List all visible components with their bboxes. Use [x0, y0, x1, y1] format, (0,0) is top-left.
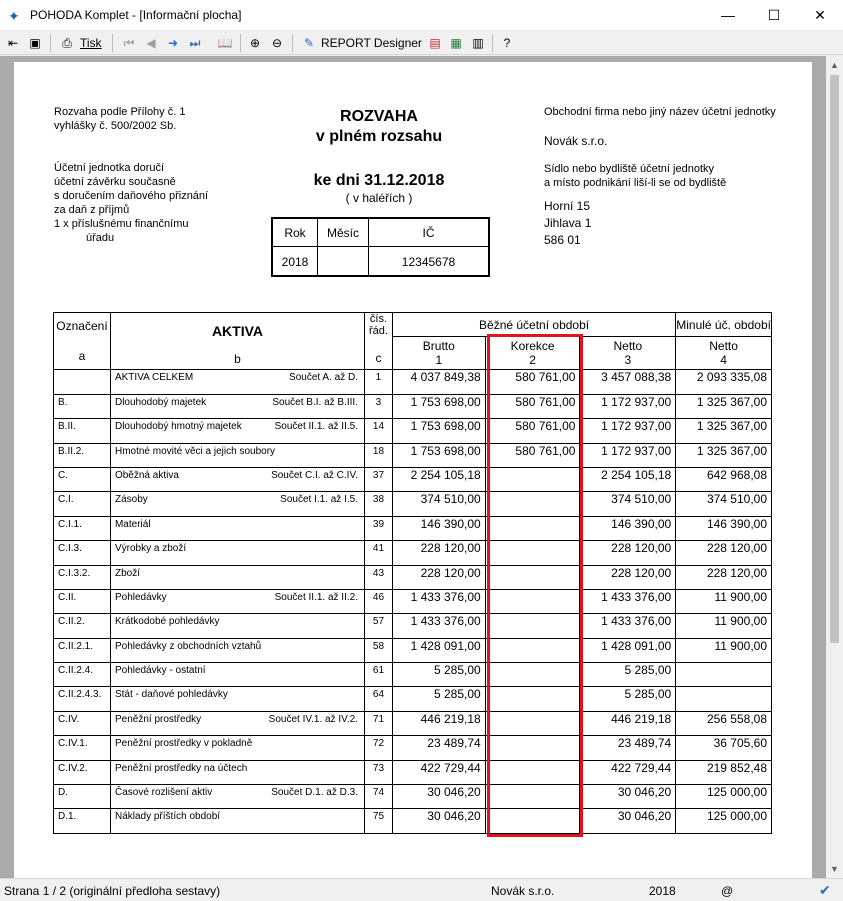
status-bar [0, 878, 843, 901]
row-name [110, 541, 364, 565]
row-minule: 256 558,08 [676, 711, 772, 735]
row-netto: 1 433 376,00 [580, 589, 676, 613]
row-oznaceni: C.I.3. [54, 541, 111, 565]
exit-icon[interactable]: ⇤ [7, 36, 19, 50]
row-netto: 1 172 937,00 [580, 394, 676, 418]
row-cis: 64 [364, 687, 392, 711]
row-minule: 125 000,00 [676, 809, 772, 833]
row-name-text: Časové rozlišení aktiv [114, 787, 213, 799]
toolbar [0, 31, 843, 55]
row-netto: 30 046,20 [580, 809, 676, 833]
row-brutto: 422 729,44 [392, 760, 485, 784]
row-oznaceni: C.II.2. [54, 614, 111, 638]
row-korekce: 580 761,00 [485, 419, 580, 443]
document-icon[interactable]: ▣ [29, 36, 41, 50]
row-name-text: Materiál [114, 518, 151, 530]
row-name [110, 785, 364, 809]
row-minule: 1 325 367,00 [676, 443, 772, 467]
row-name-text: Výrobky a zboží [114, 543, 187, 555]
table-row [54, 736, 772, 760]
row-oznaceni: C.II. [54, 589, 111, 613]
report-designer-icon[interactable]: ✎ [303, 36, 315, 50]
row-oznaceni: B.II.2. [54, 443, 111, 467]
row-brutto: 30 046,20 [392, 809, 485, 833]
row-oznaceni: C.IV.2. [54, 760, 111, 784]
zoom-out-icon[interactable]: ⊖ [271, 36, 283, 50]
row-oznaceni: C.II.2.4. [54, 663, 111, 687]
header-cell [110, 313, 364, 370]
row-name-text: Peněžní prostředky v pokladně [114, 738, 253, 750]
row-brutto: 1 428 091,00 [392, 638, 485, 662]
toolbar-separator [240, 34, 241, 52]
seat-label: a místo podnikání liší-li se od bydliště [544, 177, 727, 189]
last-page-icon[interactable]: ⏭ [189, 36, 201, 50]
row-cis: 58 [364, 638, 392, 662]
row-name [110, 467, 364, 491]
row-name-text: Dlouhodobý hmotný majetek [114, 421, 242, 433]
row-name-text: Stát - daňové pohledávky [114, 689, 228, 701]
row-cis: 18 [364, 443, 392, 467]
status-at: @ [721, 884, 734, 898]
table-row [54, 394, 772, 418]
table-row [54, 711, 772, 735]
row-name [110, 565, 364, 589]
ic-box [271, 217, 490, 277]
address-line: 586 01 [544, 233, 581, 247]
rok-value: 2018 [281, 255, 309, 269]
row-oznaceni: C.IV. [54, 711, 111, 735]
row-minule: 228 120,00 [676, 541, 772, 565]
row-sum-note: Součet B.I. až B.III. [272, 396, 358, 408]
row-brutto: 2 254 105,18 [392, 467, 485, 491]
row-minule: 374 510,00 [676, 492, 772, 516]
scroll-up-icon[interactable]: ▲ [830, 60, 839, 70]
previous-page-icon[interactable]: ◀ [146, 36, 156, 50]
row-brutto: 446 219,18 [392, 711, 485, 735]
row-cis: 46 [364, 589, 392, 613]
row-name-text: Pohledávky - ostatní [114, 665, 206, 677]
row-cis: 43 [364, 565, 392, 589]
row-netto: 5 285,00 [580, 663, 676, 687]
row-minule: 11 900,00 [676, 589, 772, 613]
row-cis: 38 [364, 492, 392, 516]
row-brutto: 30 046,20 [392, 785, 485, 809]
row-name-text: Zásoby [114, 494, 148, 506]
ic-value: 12345678 [401, 255, 456, 269]
row-cis: 3 [364, 394, 392, 418]
toolbar-separator [492, 34, 493, 52]
row-oznaceni: C. [54, 467, 111, 491]
report-title: ROZVAHA [340, 108, 418, 125]
row-netto: 228 120,00 [580, 541, 676, 565]
row-sum-note: Součet A. až D. [289, 372, 358, 384]
row-name [110, 614, 364, 638]
row-minule [676, 663, 772, 687]
report-page [14, 62, 812, 878]
row-minule: 2 093 335,08 [676, 370, 772, 394]
row-minule: 36 705,60 [676, 736, 772, 760]
table-row [54, 467, 772, 491]
title-bar [0, 0, 843, 31]
header-netto2: Netto [709, 339, 738, 354]
row-oznaceni: C.II.2.1. [54, 638, 111, 662]
header-3: 3 [624, 353, 632, 368]
row-minule: 11 900,00 [676, 614, 772, 638]
row-netto: 5 285,00 [580, 687, 676, 711]
table-row [54, 614, 772, 638]
row-netto: 228 120,00 [580, 565, 676, 589]
close-button[interactable]: ✕ [814, 7, 826, 23]
seat-label: Sídlo nebo bydliště účetní jednotky [544, 163, 715, 175]
table-row [54, 663, 772, 687]
row-oznaceni: C.I.1. [54, 516, 111, 540]
row-name [110, 492, 364, 516]
toolbar-separator [50, 34, 51, 52]
row-name [110, 443, 364, 467]
report-date: ke dni 31.12.2018 [313, 172, 445, 189]
row-brutto: 1 753 698,00 [392, 443, 485, 467]
status-page: Strana 1 / 2 (originální předloha sestavy) [4, 884, 221, 898]
header-cell [676, 337, 772, 370]
row-cis: 39 [364, 516, 392, 540]
row-cis: 41 [364, 541, 392, 565]
row-sum-note: Součet D.1. až D.3. [271, 787, 358, 799]
row-netto: 422 729,44 [580, 760, 676, 784]
report-subtitle: v plném rozsahu [315, 128, 443, 145]
row-brutto: 5 285,00 [392, 687, 485, 711]
row-name-text: Oběžná aktiva [114, 469, 179, 481]
header-left-line: úřadu [86, 232, 115, 244]
row-netto: 374 510,00 [580, 492, 676, 516]
row-name-text: Peněžní prostředky na účtech [114, 762, 248, 774]
row-netto: 1 428 091,00 [580, 638, 676, 662]
header-left-line: 1 x příslušnému finančnímu [54, 218, 189, 230]
row-name-text: Krátkodobé pohledávky [114, 616, 220, 628]
row-name [110, 638, 364, 662]
printer-icon[interactable]: ⎙ [62, 36, 72, 50]
row-oznaceni: D.1. [54, 809, 111, 833]
header-rad: řád. [368, 325, 388, 337]
table-row [54, 589, 772, 613]
row-korekce: 580 761,00 [485, 394, 580, 418]
header-b: b [234, 352, 241, 366]
row-sum-note: Součet II.1. až II.5. [274, 421, 358, 433]
row-sum-note: Součet C.I. až C.IV. [271, 469, 358, 481]
row-cis: 75 [364, 809, 392, 833]
first-page-icon[interactable]: ⏮ [123, 36, 135, 50]
row-minule: 1 325 367,00 [676, 394, 772, 418]
row-cis: 74 [364, 785, 392, 809]
row-oznaceni: B.II. [54, 419, 111, 443]
row-name-text: Hmotné movité věci a jejich soubory [114, 445, 276, 457]
row-netto: 23 489,74 [580, 736, 676, 760]
row-netto: 146 390,00 [580, 516, 676, 540]
row-brutto: 228 120,00 [392, 541, 485, 565]
row-name [110, 711, 364, 735]
balance-table [53, 312, 772, 834]
row-netto: 1 433 376,00 [580, 614, 676, 638]
row-minule: 219 852,48 [676, 760, 772, 784]
row-name [110, 419, 364, 443]
row-brutto: 1 433 376,00 [392, 614, 485, 638]
excel-icon[interactable]: ▦ [450, 36, 462, 50]
row-minule: 125 000,00 [676, 785, 772, 809]
table-row [54, 443, 772, 467]
header-bezne: Běžné účetní období [392, 313, 675, 337]
row-brutto: 4 037 849,38 [392, 370, 485, 394]
header-cell [54, 313, 111, 370]
status-year: 2018 [649, 884, 676, 898]
print-button[interactable]: Tisk [80, 36, 102, 50]
table-row [54, 687, 772, 711]
row-cis: 57 [364, 614, 392, 638]
row-cis: 72 [364, 736, 392, 760]
address-line: Jihlava 1 [544, 216, 592, 230]
row-name-text: Náklady příštích období [114, 811, 221, 823]
header-left-line: vyhlášky č. 500/2002 Sb. [54, 120, 177, 132]
rok-label: Rok [284, 226, 306, 240]
report-unit: ( v haléřích ) [345, 191, 413, 205]
row-name [110, 687, 364, 711]
header-cis: čís. [369, 313, 388, 325]
row-brutto: 374 510,00 [392, 492, 485, 516]
table-row [54, 541, 772, 565]
row-oznaceni: C.II.2.4.3. [54, 687, 111, 711]
table-row [54, 760, 772, 784]
header-left-line: za daň z příjmů [54, 204, 130, 216]
toolbar-separator [292, 34, 293, 52]
header-netto: Netto [613, 339, 643, 354]
row-cis: 61 [364, 663, 392, 687]
row-oznaceni: C.I. [54, 492, 111, 516]
row-oznaceni: D. [54, 785, 111, 809]
ic-label: IČ [422, 226, 435, 240]
table-row [54, 419, 772, 443]
row-netto: 2 254 105,18 [580, 467, 676, 491]
status-company: Novák s.r.o. [491, 884, 555, 898]
table-row [54, 809, 772, 833]
row-brutto: 23 489,74 [392, 736, 485, 760]
row-minule: 11 900,00 [676, 638, 772, 662]
row-minule: 146 390,00 [676, 516, 772, 540]
row-netto: 1 172 937,00 [580, 419, 676, 443]
row-korekce: 580 761,00 [485, 370, 580, 394]
row-name-text: AKTIVA CELKEM [114, 372, 194, 384]
row-name [110, 760, 364, 784]
address-line: Horní 15 [544, 199, 591, 213]
next-page-icon[interactable]: ➜ [167, 36, 179, 50]
row-cis: 1 [364, 370, 392, 394]
header-cell [392, 337, 485, 370]
row-sum-note: Součet IV.1. až IV.2. [268, 713, 358, 725]
row-name [110, 663, 364, 687]
row-netto: 3 457 088,38 [580, 370, 676, 394]
box-divider [273, 246, 488, 247]
row-name-text: Pohledávky z obchodních vztahů [114, 640, 262, 652]
app-icon: ✦ [8, 8, 20, 24]
header-aktiva: AKTIVA [211, 323, 264, 339]
row-name [110, 736, 364, 760]
row-name [110, 370, 364, 394]
header-4: 4 [720, 353, 727, 368]
pdf-icon[interactable]: ▤ [429, 36, 441, 50]
row-name-text: Dlouhodobý majetek [114, 396, 207, 408]
row-brutto: 1 433 376,00 [392, 589, 485, 613]
row-name-text: Peněžní prostředky [114, 713, 202, 725]
row-sum-note: Součet I.1. až I.5. [280, 494, 358, 506]
row-name [110, 589, 364, 613]
table-row [54, 492, 772, 516]
header-oznaceni: Označení [56, 319, 108, 333]
window-title: POHODA Komplet - [Informační plocha] [30, 8, 242, 22]
header-a: a [78, 349, 86, 363]
header-left-line: s doručením daňového přiznání [54, 190, 209, 202]
row-name [110, 394, 364, 418]
scrollbar-thumb[interactable] [830, 75, 839, 643]
row-brutto: 5 285,00 [392, 663, 485, 687]
company-label: Obchodní firma nebo jiný název účetní jednotky [544, 106, 776, 118]
row-netto: 446 219,18 [580, 711, 676, 735]
book-icon[interactable]: 📖 [217, 36, 233, 50]
row-brutto: 1 753 698,00 [392, 419, 485, 443]
header-minule: Minulé úč. období [676, 313, 772, 337]
row-minule [676, 687, 772, 711]
row-oznaceni: B. [54, 394, 111, 418]
header-left-line: Rozvaha podle Přílohy č. 1 [54, 106, 186, 118]
zoom-in-icon[interactable]: ⊕ [249, 36, 261, 50]
row-cis: 37 [364, 467, 392, 491]
table-row [54, 638, 772, 662]
table-row [54, 565, 772, 589]
table-row [54, 370, 772, 394]
header-left-line: Účetní jednotka doručí [54, 162, 165, 174]
row-name-text: Pohledávky [114, 591, 167, 603]
header-c: c [375, 351, 382, 365]
row-minule: 1 325 367,00 [676, 419, 772, 443]
row-korekce: 580 761,00 [485, 443, 580, 467]
header-cell [364, 313, 392, 370]
report-designer-button[interactable]: REPORT Designer [321, 36, 422, 50]
help-icon[interactable]: ? [503, 36, 511, 50]
table-row [54, 516, 772, 540]
highlight-frame [487, 334, 583, 837]
table-row [54, 785, 772, 809]
status-check-icon: ✔ [819, 882, 831, 898]
row-brutto: 1 753 698,00 [392, 394, 485, 418]
scroll-down-icon[interactable]: ▼ [830, 864, 839, 874]
row-oznaceni [54, 370, 111, 394]
row-minule: 228 120,00 [676, 565, 772, 589]
header-cell [580, 337, 676, 370]
row-netto: 30 046,20 [580, 785, 676, 809]
row-oznaceni: C.I.3.2. [54, 565, 111, 589]
row-name [110, 809, 364, 833]
row-minule: 642 968,08 [676, 467, 772, 491]
row-oznaceni: C.IV.1. [54, 736, 111, 760]
header-brutto: Brutto [422, 339, 455, 354]
header-2: 2 [529, 353, 536, 368]
row-name [110, 516, 364, 540]
header-korekce: Korekce [510, 339, 555, 354]
export-icon[interactable]: ▥ [472, 36, 484, 50]
row-cis: 14 [364, 419, 392, 443]
company-name: Novák s.r.o. [544, 134, 608, 148]
header-1: 1 [435, 353, 443, 368]
minimize-button[interactable]: — [721, 7, 735, 23]
row-brutto: 228 120,00 [392, 565, 485, 589]
row-name-text: Zboží [114, 567, 140, 579]
maximize-button[interactable]: ☐ [767, 7, 781, 23]
row-cis: 71 [364, 711, 392, 735]
row-brutto: 146 390,00 [392, 516, 485, 540]
header-left-line: účetní závěrku současně [54, 176, 176, 188]
toolbar-separator [112, 34, 113, 52]
row-cis: 73 [364, 760, 392, 784]
row-netto: 1 172 937,00 [580, 443, 676, 467]
row-sum-note: Součet II.1. až II.2. [274, 591, 358, 603]
mesic-label: Měsíc [326, 226, 359, 240]
